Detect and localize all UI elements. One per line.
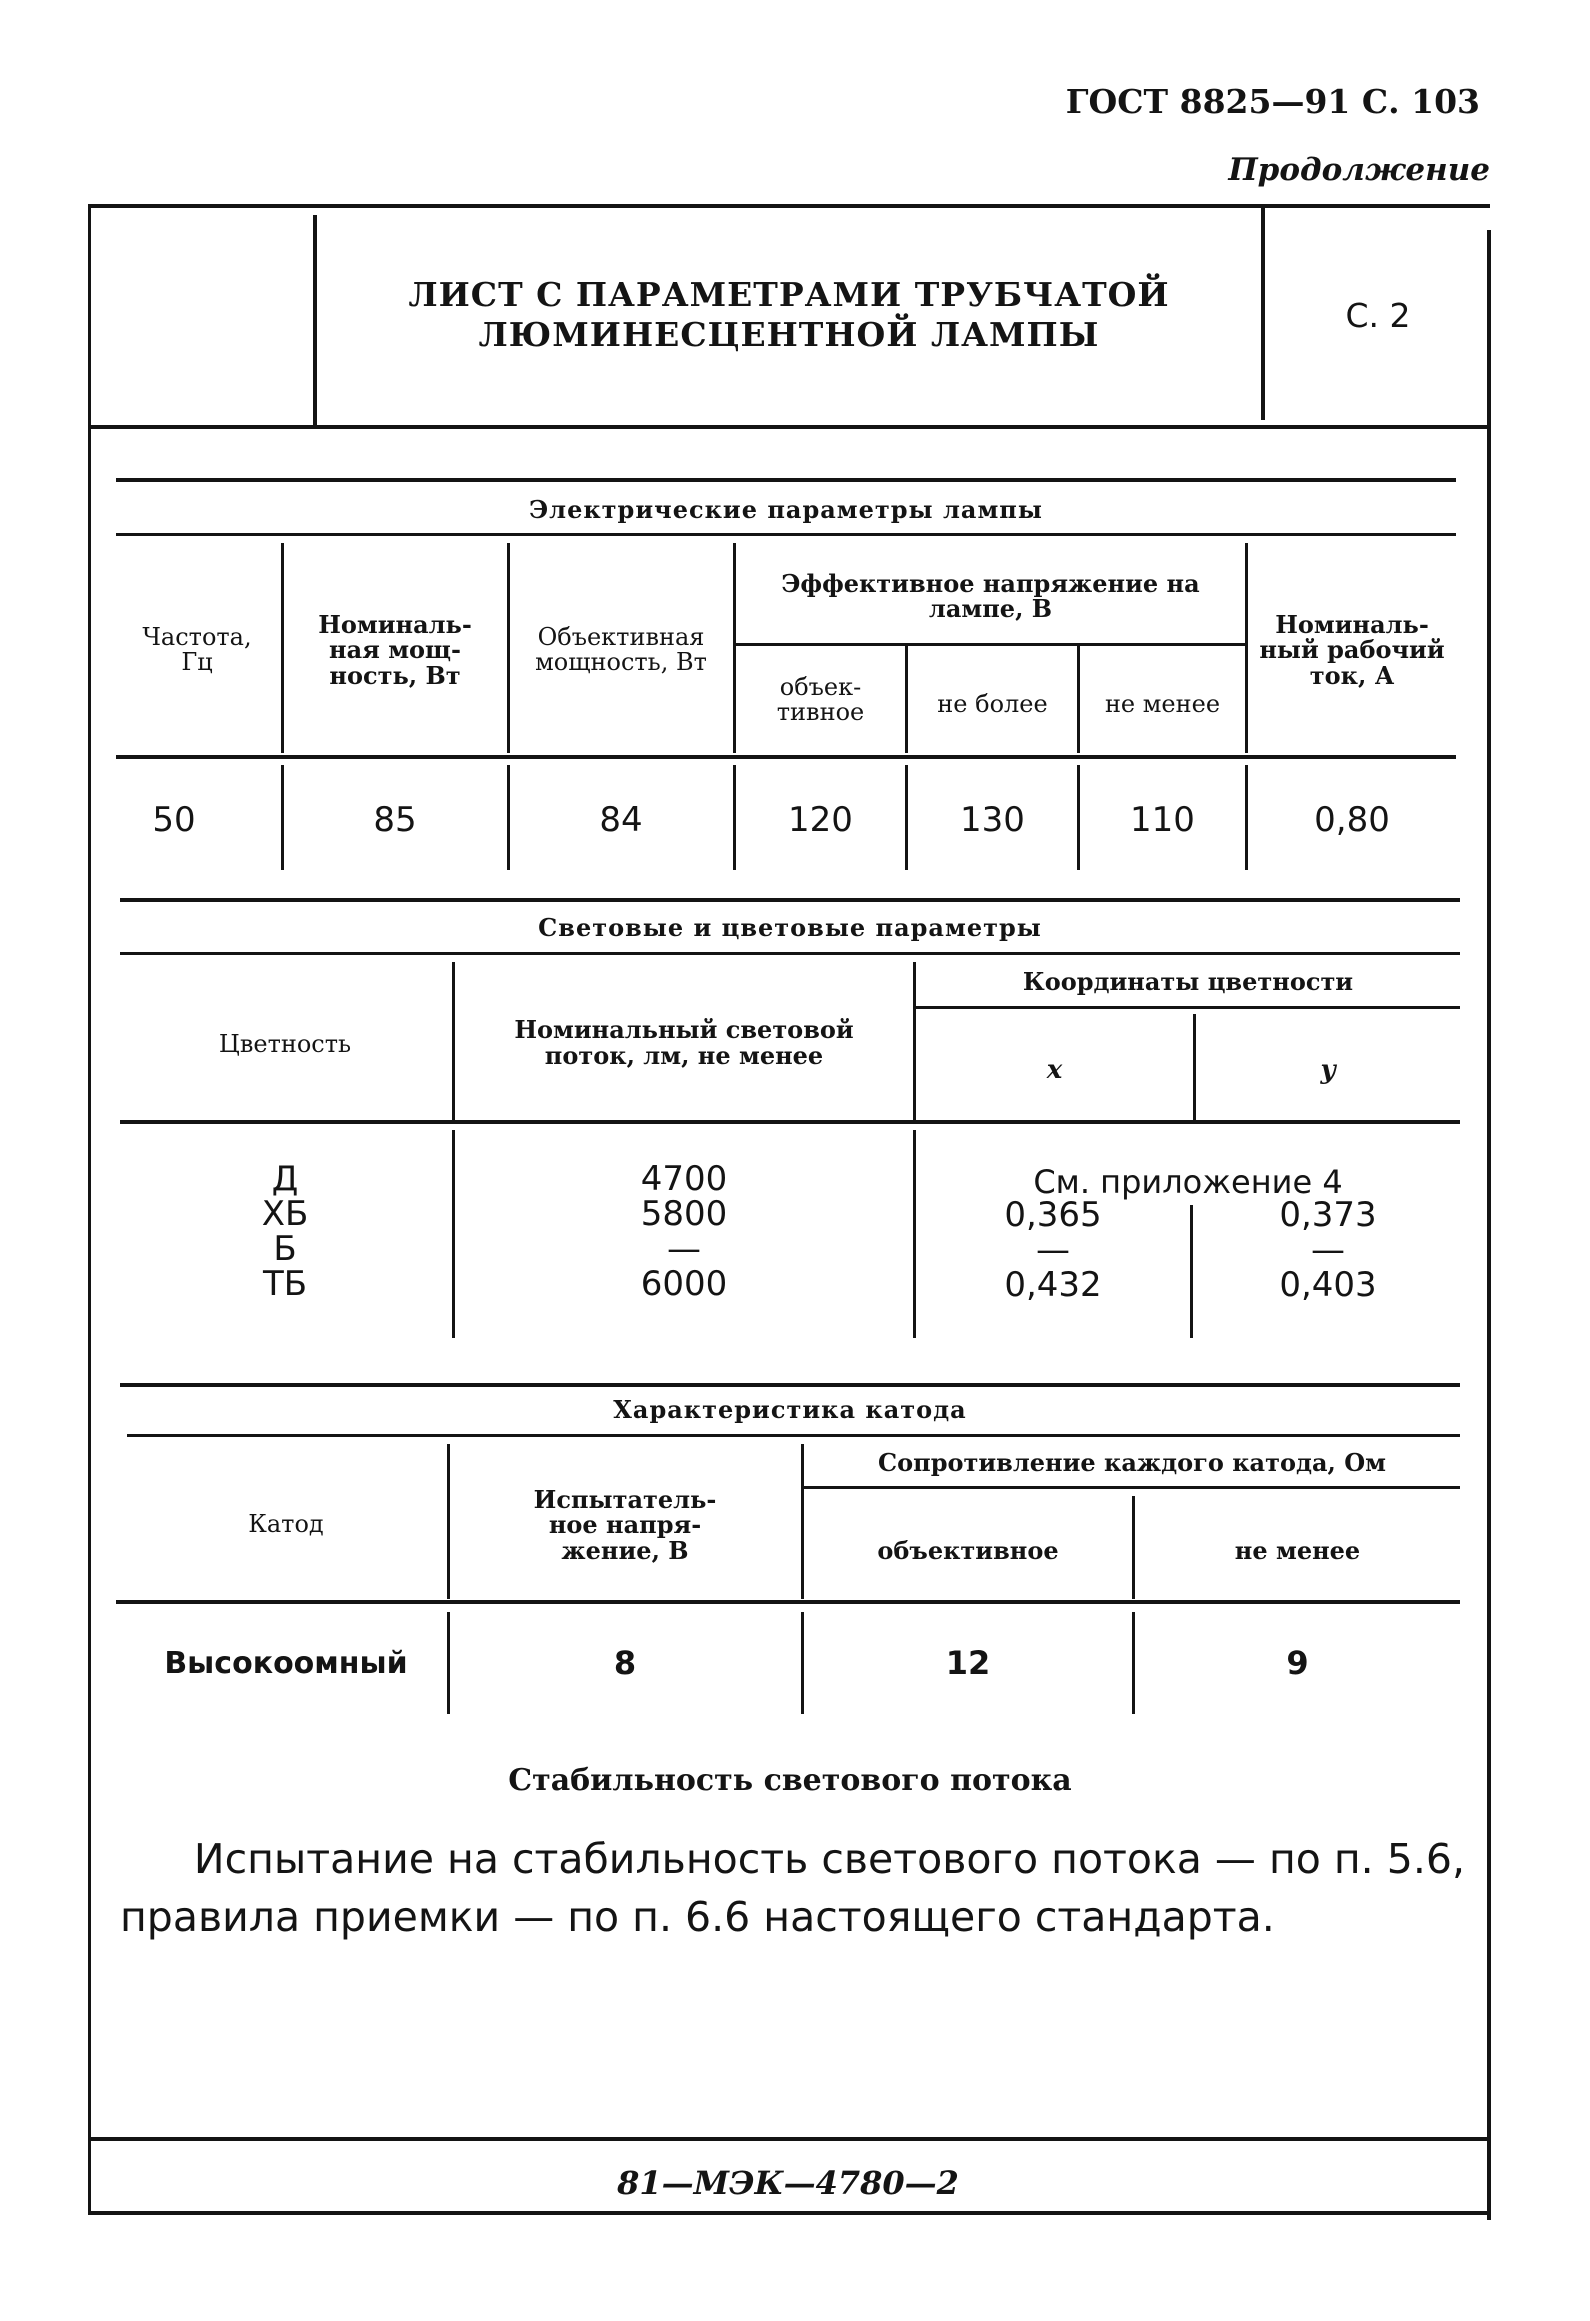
sheet-number: С. 2 (1345, 295, 1411, 335)
colour-tb: ТБ (262, 1264, 308, 1305)
light-header-rule (120, 1120, 1460, 1124)
stability-text-line-2: правила приемки — по п. 6.6 настоящего стандарта. (120, 1893, 1275, 1941)
electrical-header-voltage-min: не менее (1104, 690, 1221, 719)
electrical-value-objective-power: 84 (599, 800, 643, 840)
light-x-list (916, 1195, 1190, 1306)
colour-d: Д (271, 1159, 299, 1199)
current-header-line-1: Номиналь- (1275, 610, 1429, 640)
light-coords-rule (916, 1006, 1460, 1009)
objective-power-header-line-2: мощность, Вт (535, 648, 707, 676)
test-voltage-header-line-1: Испытатель- (533, 1485, 717, 1515)
flux-header-line-2: поток, лм, не менее (544, 1040, 824, 1070)
electrical-value-frequency: 50 (152, 800, 196, 840)
cathode-col-divider (447, 1444, 450, 1599)
frame-top-line (88, 204, 1490, 208)
electrical-top-rule (116, 478, 1456, 482)
light-caption-rule (120, 952, 1460, 955)
electrical-header-voltage-max: не более (937, 690, 1048, 719)
see-appendix-note: См. приложение 4 (1033, 1163, 1343, 1201)
electrical-col-divider (281, 543, 284, 753)
cathode-header-rule (116, 1600, 1460, 1604)
nominal-power-header-line-1: Номиналь- (318, 610, 472, 640)
x-value: 0,365 (1004, 1195, 1102, 1235)
nominal-power-header-line-2: ная мощ- (329, 635, 461, 665)
y-value: 0,403 (1279, 1265, 1377, 1306)
flux-value: 6000 (640, 1264, 728, 1305)
cathode-header-cathode: Катод (248, 1510, 324, 1539)
title-block-bottom-line (88, 425, 1490, 429)
footer-rule (88, 2137, 1488, 2141)
cathode-header-resistance-group: Сопротивление каждого катода, Ом (878, 1448, 1386, 1478)
cathode-col-divider (447, 1612, 450, 1714)
stability-heading: Стабильность светового потока (508, 1762, 1072, 1798)
electrical-col-divider (507, 765, 510, 870)
colour-b: Б (273, 1229, 297, 1270)
title-block-left-divider (313, 215, 317, 428)
electrical-value-current: 0,80 (1314, 800, 1390, 840)
cathode-top-rule (120, 1383, 1460, 1387)
y-value: — (1311, 1230, 1345, 1271)
title-block-right-divider (1261, 208, 1265, 420)
frequency-header-line-1: Частота, (142, 622, 252, 651)
x-value: 0,432 (1004, 1265, 1102, 1306)
electrical-header-rule (116, 755, 1456, 759)
colour-khb: ХБ (261, 1194, 309, 1235)
cathode-caption: Характеристика катода (613, 1394, 967, 1424)
voltage-group-header-line-2: лампе, В (928, 594, 1053, 623)
voltage-objective-header-line-1: объек- (779, 672, 862, 701)
continuation-label: Продолжение (1228, 152, 1490, 188)
electrical-header-frequency (116, 600, 278, 700)
light-header-flux (458, 1005, 910, 1080)
frame-bottom-line (88, 2211, 1490, 2215)
electrical-voltage-group-rule (736, 643, 1245, 646)
electrical-value-nominal-power: 85 (373, 800, 417, 840)
light-header-y: y (1320, 1055, 1336, 1085)
electrical-header-current (1248, 600, 1456, 700)
electrical-col-divider (281, 765, 284, 870)
cathode-value-objective: 12 (945, 1644, 991, 1682)
flux-header-line-1: Номинальный световой (514, 1015, 854, 1045)
title-line-2: ЛЮМИНЕСЦЕНТНОЙ ЛАМПЫ (478, 315, 1100, 354)
cathode-header-test-voltage (452, 1470, 798, 1580)
flux-value: — (667, 1229, 701, 1270)
light-caption: Световые и цветовые параметры (538, 912, 1042, 942)
light-header-colour: Цветность (218, 1030, 352, 1059)
cathode-caption-rule (127, 1434, 1460, 1437)
cathode-value-min: 9 (1286, 1644, 1309, 1682)
electrical-caption: Электрические параметры лампы (529, 494, 1043, 524)
current-header-line-3: ток, А (1309, 660, 1395, 690)
title-line-1: ЛИСТ С ПАРАМЕТРАМИ ТРУБЧАТОЙ (408, 275, 1170, 315)
y-value: 0,373 (1279, 1195, 1377, 1235)
light-header-x: x (1046, 1055, 1063, 1085)
electrical-header-voltage-objective (736, 660, 905, 740)
electrical-value-voltage-min: 110 (1130, 800, 1195, 840)
objective-power-header-line-1: Объективная (537, 622, 705, 651)
test-voltage-header-line-2: ное напря- (548, 1510, 702, 1540)
cathode-value-test-voltage: 8 (613, 1644, 637, 1682)
light-y-list (1196, 1195, 1460, 1306)
frequency-header-line-2: Гц (181, 648, 213, 676)
electrical-caption-rule (116, 533, 1456, 536)
electrical-header-objective-power (512, 600, 730, 700)
light-colour-list (120, 1159, 450, 1305)
flux-value: 4700 (640, 1159, 728, 1199)
stability-text-line-1: Испытание на стабильность светового потока — по п. 5.6, (193, 1835, 1465, 1883)
frame-left-line (88, 204, 91, 2214)
voltage-objective-header-line-2: тивное (776, 698, 865, 726)
light-col-divider (452, 962, 455, 1120)
light-header-coordinates: Координаты цветности (1022, 967, 1354, 997)
cathode-resistance-group-rule (804, 1486, 1460, 1489)
title-block-title (320, 260, 1258, 370)
flux-value: 5800 (640, 1194, 728, 1235)
cathode-header-min: не менее (1234, 1536, 1361, 1566)
x-value: — (1036, 1230, 1070, 1271)
frame-right-line (1487, 230, 1491, 2220)
electrical-header-voltage-group (736, 555, 1245, 637)
cathode-value-cathode: Высокоомный (164, 1645, 408, 1681)
cathode-header-objective: объективное (877, 1536, 1059, 1566)
light-flux-list (458, 1159, 910, 1305)
standard-reference: ГОСТ 8825—91 С. 103 (1065, 82, 1480, 121)
light-col-divider (452, 1130, 455, 1338)
footer-code: 81—МЭК—4780—2 (617, 2164, 959, 2202)
nominal-power-header-line-3: ность, Вт (329, 660, 461, 690)
light-subcol-divider (1190, 1205, 1193, 1338)
light-top-rule (120, 898, 1460, 902)
electrical-value-voltage-max: 130 (960, 800, 1025, 840)
voltage-group-header-line-1: Эффективное напряжение на (781, 568, 1200, 598)
test-voltage-header-line-3: жение, В (561, 1535, 689, 1565)
electrical-value-voltage-objective: 120 (788, 800, 853, 840)
electrical-header-nominal-power (286, 600, 504, 700)
electrical-col-divider (507, 543, 510, 753)
current-header-line-2: ный рабочий (1259, 635, 1445, 665)
